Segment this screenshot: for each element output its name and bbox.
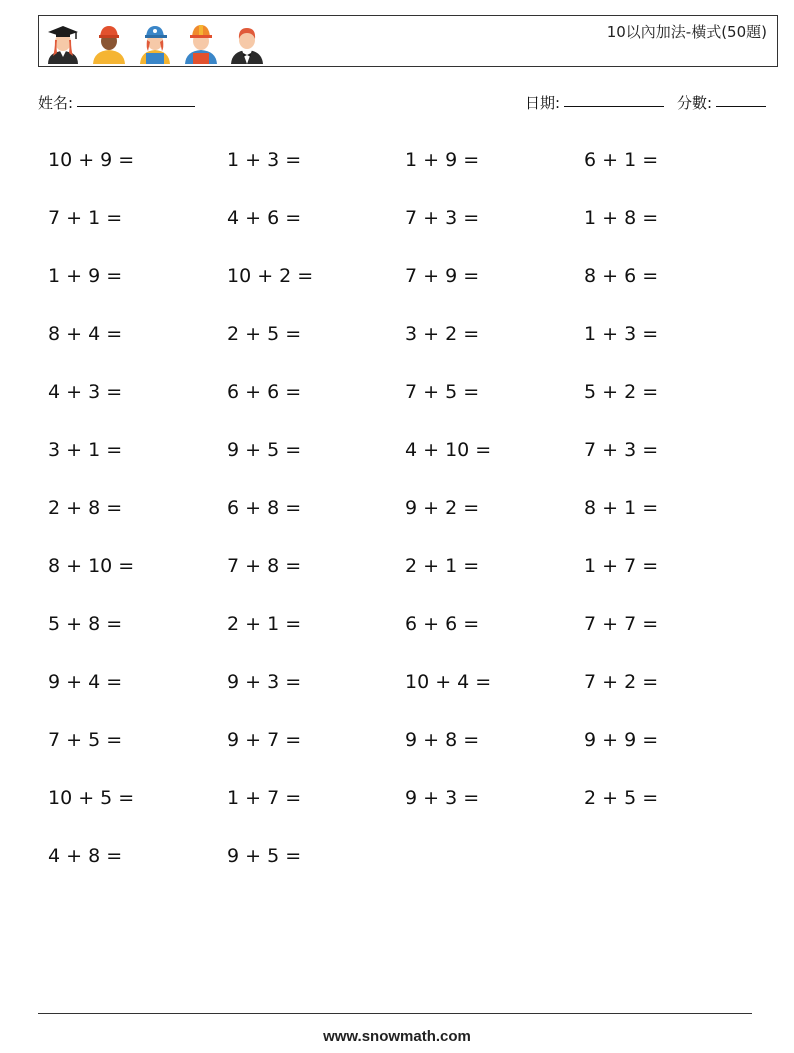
date-label: 日期: (525, 94, 561, 112)
math-problem: 8 + 1 = (584, 497, 659, 519)
math-problem: 6 + 8 = (227, 497, 302, 519)
worksheet-header (38, 15, 778, 67)
math-problem: 9 + 9 = (584, 729, 659, 751)
math-problem: 7 + 8 = (227, 555, 302, 577)
math-problem: 10 + 5 = (48, 787, 135, 809)
math-problem: 7 + 5 = (48, 729, 123, 751)
math-problem: 6 + 6 = (227, 381, 302, 403)
math-problem: 9 + 3 = (227, 671, 302, 693)
score-blank[interactable] (716, 105, 766, 107)
math-problem: 7 + 7 = (584, 613, 659, 635)
math-problem: 6 + 6 = (405, 613, 480, 635)
math-problem: 3 + 1 = (48, 439, 123, 461)
math-problem: 4 + 3 = (48, 381, 123, 403)
math-problem: 8 + 6 = (584, 265, 659, 287)
name-label: 姓名: (38, 94, 74, 112)
math-problem: 10 + 2 = (227, 265, 314, 287)
math-problem: 10 + 4 = (405, 671, 492, 693)
math-problem: 7 + 3 = (405, 207, 480, 229)
math-problem: 8 + 10 = (48, 555, 135, 577)
math-problem: 2 + 5 = (227, 323, 302, 345)
builder-avatar-icon (183, 20, 219, 64)
math-problem: 2 + 1 = (405, 555, 480, 577)
math-problem: 9 + 8 = (405, 729, 480, 751)
footer-divider (38, 1013, 752, 1014)
math-problem: 1 + 7 = (227, 787, 302, 809)
math-problem: 9 + 4 = (48, 671, 123, 693)
math-problem: 8 + 4 = (48, 323, 123, 345)
math-problem: 10 + 9 = (48, 149, 135, 171)
math-problem: 9 + 5 = (227, 439, 302, 461)
math-problem: 1 + 3 = (584, 323, 659, 345)
cap-girl-avatar-icon (137, 20, 173, 64)
math-problem: 2 + 5 = (584, 787, 659, 809)
math-problem: 7 + 5 = (405, 381, 480, 403)
math-problem: 4 + 10 = (405, 439, 492, 461)
score-label: 分數: (677, 94, 713, 112)
math-problem: 9 + 2 = (405, 497, 480, 519)
math-problem: 1 + 9 = (48, 265, 123, 287)
math-problem: 7 + 2 = (584, 671, 659, 693)
math-problem: 7 + 3 = (584, 439, 659, 461)
math-problem: 6 + 1 = (584, 149, 659, 171)
math-problem: 5 + 8 = (48, 613, 123, 635)
math-problem: 9 + 3 = (405, 787, 480, 809)
math-problem: 1 + 3 = (227, 149, 302, 171)
math-problem: 7 + 9 = (405, 265, 480, 287)
name-blank[interactable] (77, 105, 195, 107)
math-problem: 7 + 1 = (48, 207, 123, 229)
footer-url: www.snowmath.com (323, 1028, 471, 1045)
waiter-avatar-icon (229, 20, 265, 64)
graduate-avatar-icon (45, 20, 81, 64)
math-problem: 4 + 6 = (227, 207, 302, 229)
math-problem: 1 + 7 = (584, 555, 659, 577)
math-problem: 2 + 1 = (227, 613, 302, 635)
date-blank[interactable] (564, 105, 664, 107)
worksheet-title: 10以內加法-橫式(50題) (606, 23, 767, 41)
math-problem: 1 + 8 = (584, 207, 659, 229)
math-problem: 9 + 7 = (227, 729, 302, 751)
score-field (677, 92, 766, 113)
date-field (525, 92, 664, 113)
math-problem: 3 + 2 = (405, 323, 480, 345)
math-problem: 1 + 9 = (405, 149, 480, 171)
math-problem: 5 + 2 = (584, 381, 659, 403)
math-problem: 2 + 8 = (48, 497, 123, 519)
math-problem: 4 + 8 = (48, 845, 123, 867)
name-field (38, 92, 195, 113)
worker-avatar-icon (91, 20, 127, 64)
math-problem: 9 + 5 = (227, 845, 302, 867)
